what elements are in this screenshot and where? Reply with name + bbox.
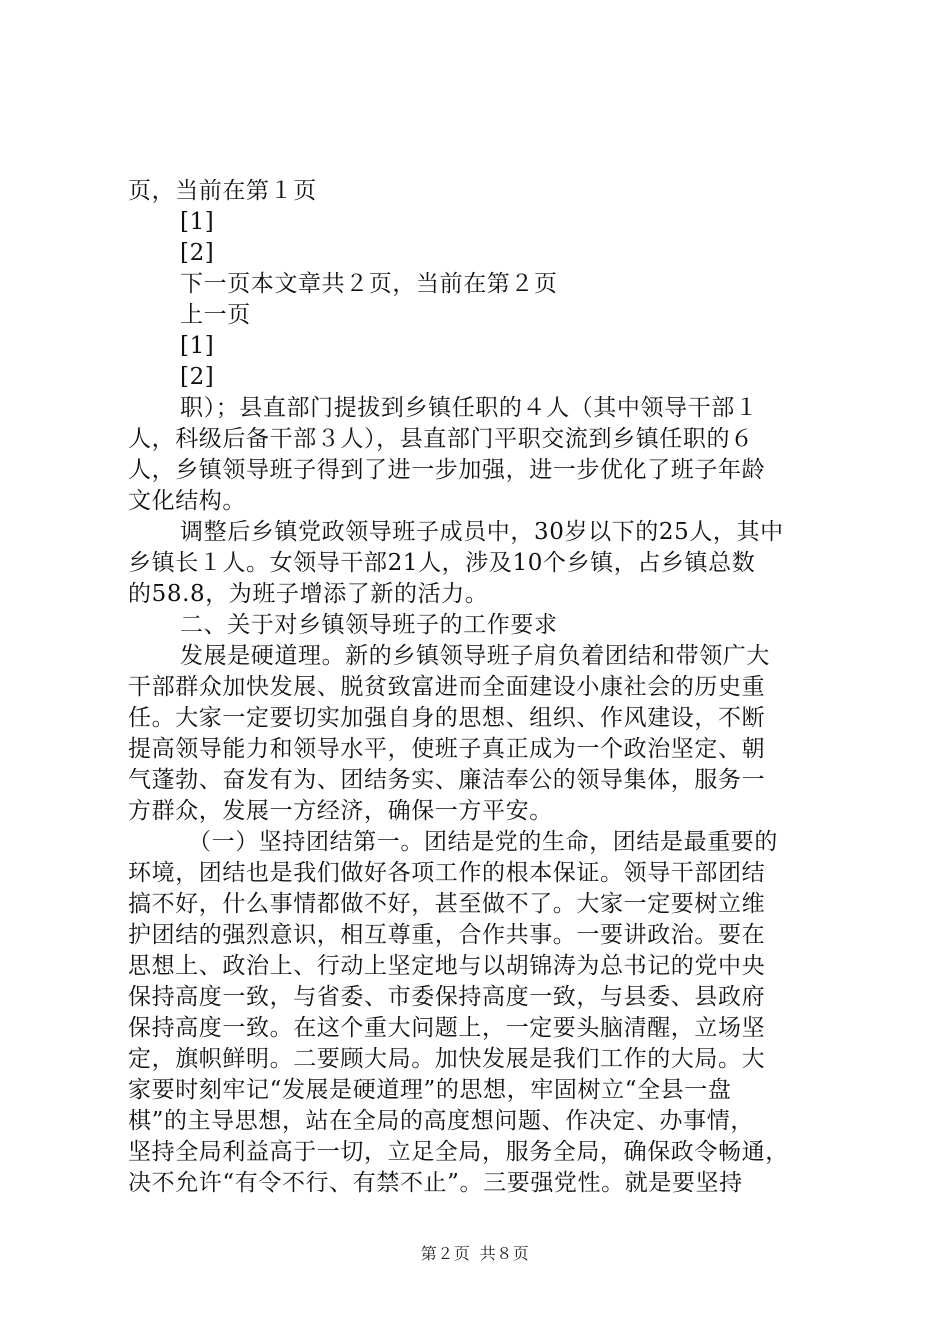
paragraph-line: 乡镇长１人。女领导干部21人，涉及10个乡镇，占乡镇总数 [128,550,756,576]
page-link-1[interactable]: [1] [180,209,215,235]
paragraph-line: 坚持全局利益高于一切，立足全局，服务全局，确保政令畅通， [128,1139,789,1165]
paragraph-line: 棋”的主导思想，站在全局的高度想问题、作决定、办事情， [128,1108,754,1134]
subsection-heading-line: （一）坚持团结第一。团结是党的生命，团结是最重要的 [188,829,778,855]
paragraph-line: 提高领导能力和领导水平，使班子真正成为一个政治坚定、朝 [128,736,766,762]
paragraph-line: 气蓬勃、奋发有为、团结务实、廉洁奉公的领导集体，服务一 [128,767,766,793]
next-page-link[interactable]: 下一页本文章共２页，当前在第２页 [180,271,558,297]
paragraph-line: 职）；县直部门提拔到乡镇任职的４人（其中领导干部１ [180,395,759,421]
page-link-1[interactable]: [1] [180,333,215,359]
paragraph-line: 决不允许“有令不行、有禁不止”。三要强党性。就是要坚持 [128,1170,743,1196]
paragraph-line: 定，旗帜鲜明。二要顾大局。加快发展是我们工作的大局。大 [128,1046,766,1072]
document-body [128,176,838,1199]
paragraph-line: 保持高度一致，与省委、市委保持高度一致，与县委、县政府 [128,984,766,1010]
total-pages: 共８页 [479,1244,530,1263]
paragraph-line: 的58.8，为班子增添了新的活力。 [128,581,489,607]
paragraph-line: 文化结构。 [128,488,246,514]
prev-page-link[interactable]: 上一页 [180,302,251,328]
paragraph-line: 环境，团结也是我们做好各项工作的根本保证。领导干部团结 [128,860,766,886]
paragraph-line: 护团结的强烈意识，相互尊重，合作共事。一要讲政治。要在 [128,922,766,948]
paragraph-line: 保持高度一致。在这个重大问题上，一定要头脑清醒，立场坚 [128,1015,766,1041]
paragraph-line: 思想上、政治上、行动上坚定地与以胡锦涛为总书记的党中央 [128,953,766,979]
paragraph-line: 发展是硬道理。新的乡镇领导班子肩负着团结和带领广大 [180,643,770,669]
section-heading: 二、关于对乡镇领导班子的工作要求 [180,612,558,638]
paragraph-line: 干部群众加快发展、脱贫致富进而全面建设小康社会的历史重 [128,674,766,700]
paragraph-line: 搞不好，什么事情都做不好，甚至做不了。大家一定要树立维 [128,891,766,917]
page-link-2[interactable]: [2] [180,364,215,390]
text-line: 页，当前在第１页 [128,178,317,204]
page-number: 第２页 [420,1244,471,1263]
paragraph-line: 人，科级后备干部３人），县直部门平职交流到乡镇任职的６ [128,426,754,452]
paragraph-line: 调整后乡镇党政领导班子成员中，30岁以下的25人，其中 [180,519,784,545]
paragraph-line: 家要时刻牢记“发展是硬道理”的思想，牢固树立“全县一盘 [128,1077,732,1103]
paragraph-line: 任。大家一定要切实加强自身的思想、组织、作风建设，不断 [128,705,766,731]
paragraph-line: 方群众，发展一方经济，确保一方平安。 [128,798,553,824]
paragraph-line: 人，乡镇领导班子得到了进一步加强，进一步优化了班子年龄 [128,457,766,483]
page-link-2[interactable]: [2] [180,240,215,266]
page-footer [0,1241,950,1264]
